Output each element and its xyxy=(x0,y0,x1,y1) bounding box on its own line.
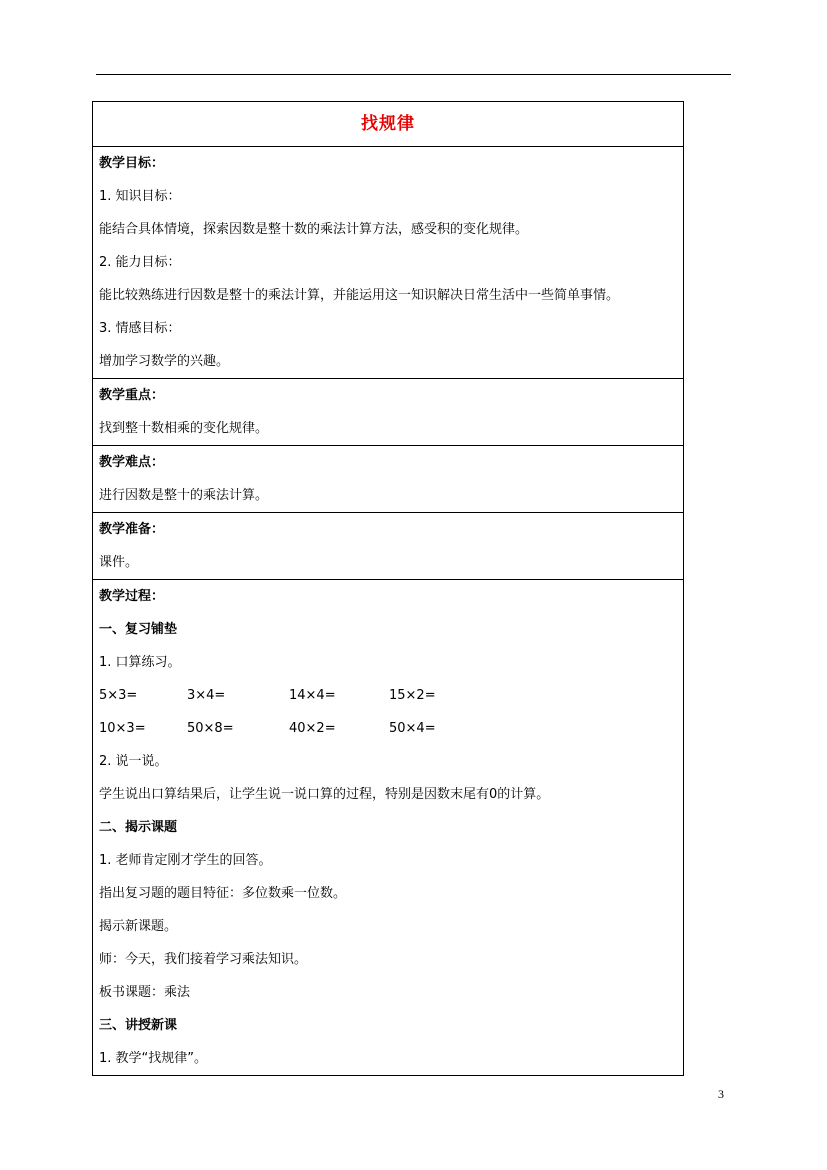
calc-row xyxy=(99,712,677,745)
part3-heading: 三、讲授新课 xyxy=(99,1018,178,1033)
part3-item: 1. 教学“找规律”。 xyxy=(99,1051,208,1066)
difficulty-line: 进行因数是整十的乘法计算。 xyxy=(99,488,269,503)
title-cell xyxy=(93,102,684,147)
part2-line: 师：今天，我们接着学习乘法知识。 xyxy=(99,952,308,967)
page-number: 3 xyxy=(718,1087,724,1101)
key-points-cell xyxy=(93,379,684,446)
calc-row xyxy=(99,679,677,712)
lesson-title: 找规律 xyxy=(361,114,415,134)
goals-line: 能比较熟练进行因数是整十的乘法计算，并能运用这一知识解决日常生活中一些简单事情。 xyxy=(99,288,620,303)
calc-expression: 14×4= xyxy=(289,688,336,703)
calc-expression: 50×8= xyxy=(187,721,234,736)
calc-expression: 15×2= xyxy=(389,688,436,703)
part1-heading: 一、复习铺垫 xyxy=(99,622,178,637)
preparation-cell xyxy=(93,513,684,580)
key-points-line: 找到整十数相乘的变化规律。 xyxy=(99,421,269,436)
process-cell xyxy=(93,580,684,1076)
part1-item: 2. 说一说。 xyxy=(99,754,168,769)
part1-item: 1. 口算练习。 xyxy=(99,655,181,670)
preparation-heading: 教学准备： xyxy=(99,522,165,537)
calc-expression: 10×3= xyxy=(99,721,146,736)
key-points-heading: 教学重点： xyxy=(99,388,165,403)
goals-line: 1. 知识目标： xyxy=(99,189,181,204)
goals-line: 增加学习数学的兴趣。 xyxy=(99,354,230,369)
part1-text: 学生说出口算结果后，让学生说一说口算的过程，特别是因数末尾有0的计算。 xyxy=(99,787,550,802)
process-heading: 教学过程： xyxy=(99,589,165,604)
goals-line: 能结合具体情境，探索因数是整十数的乘法计算方法，感受积的变化规律。 xyxy=(99,222,529,237)
header-rule xyxy=(96,74,731,75)
part2-line: 揭示新课题。 xyxy=(99,919,178,934)
difficulty-heading: 教学难点： xyxy=(99,455,165,470)
calc-expression: 50×4= xyxy=(389,721,436,736)
preparation-line: 课件。 xyxy=(99,555,139,570)
lesson-plan-table xyxy=(92,101,684,1076)
part2-line: 指出复习题的题目特征：多位数乘一位数。 xyxy=(99,886,347,901)
goals-line: 3. 情感目标： xyxy=(99,321,181,336)
goals-heading: 教学目标： xyxy=(99,156,165,171)
goals-line: 2. 能力目标： xyxy=(99,255,181,270)
part2-heading: 二、揭示课题 xyxy=(99,820,178,835)
calc-expression: 5×3= xyxy=(99,688,138,703)
goals-cell xyxy=(93,147,684,379)
calc-expression: 40×2= xyxy=(289,721,336,736)
difficulty-cell xyxy=(93,446,684,513)
calc-expression: 3×4= xyxy=(187,688,226,703)
part2-line: 1. 老师肯定刚才学生的回答。 xyxy=(99,853,272,868)
part2-line: 板书课题：乘法 xyxy=(99,985,191,1000)
